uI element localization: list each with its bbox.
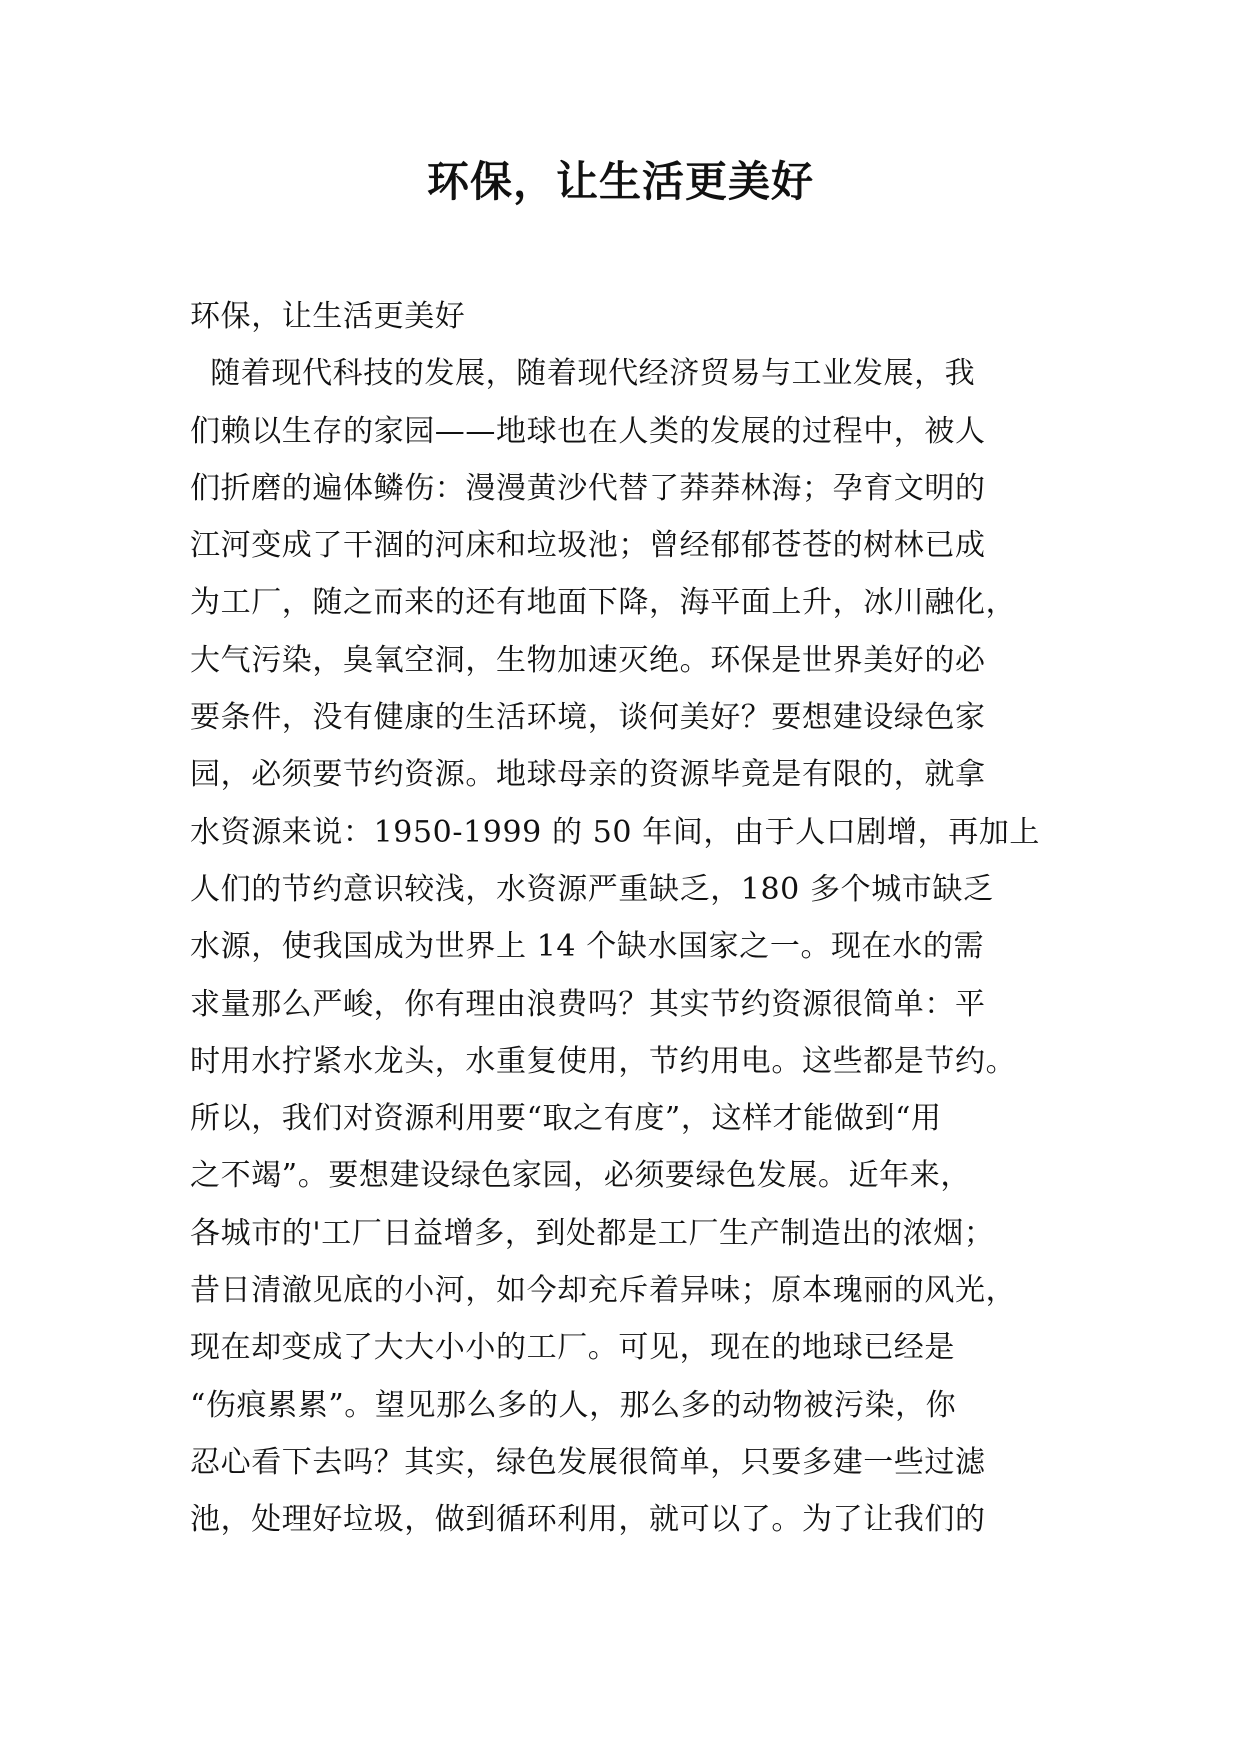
body-line: 水源，使我国成为世界上 14 个缺水国家之一。现在水的需 bbox=[190, 929, 985, 965]
body-line: 各城市的'工厂日益增多，到处都是工厂生产制造出的浓烟； bbox=[190, 1215, 995, 1251]
article-body bbox=[190, 288, 1060, 1549]
body-line: 园，必须要节约资源。地球母亲的资源毕竟是有限的，就拿 bbox=[190, 757, 986, 793]
body-line: 要条件，没有健康的生活环境，谈何美好？要想建设绿色家 bbox=[190, 700, 986, 736]
body-line: 时用水拧紧水龙头，水重复使用，节约用电。这些都是节约。 bbox=[190, 1043, 1017, 1079]
body-line: 昔日清澈见底的小河，如今却充斥着异味；原本瑰丽的风光， bbox=[190, 1273, 1017, 1309]
body-line: 江河变成了干涸的河床和垃圾池；曾经郁郁苍苍的树林已成 bbox=[190, 528, 986, 564]
body-line: 求量那么严峻，你有理由浪费吗？其实节约资源很简单：平 bbox=[190, 986, 986, 1022]
body-line: “伤痕累累”。望见那么多的人，那么多的动物被污染，你 bbox=[190, 1387, 957, 1423]
body-line: 人们的节约意识较浅，水资源严重缺乏，180 多个城市缺乏 bbox=[190, 871, 994, 907]
body-line: 们赖以生存的家园——地球也在人类的发展的过程中，被人 bbox=[190, 413, 986, 449]
body-line: 忍心看下去吗？其实，绿色发展很简单，只要多建一些过滤 bbox=[190, 1444, 986, 1480]
body-line: 们折磨的遍体鳞伤：漫漫黄沙代替了莽莽林海；孕育文明的 bbox=[190, 470, 986, 506]
body-line: 环保，让生活更美好 bbox=[190, 299, 466, 334]
body-line: 随着现代科技的发展，随着现代经济贸易与工业发展，我 bbox=[190, 356, 976, 392]
body-line: 水资源来说：1950-1999 的 50 年间，由于人口剧增，再加上 bbox=[190, 814, 1041, 850]
body-line: 之不竭”。要想建设绿色家园，必须要绿色发展。近年来， bbox=[190, 1158, 971, 1194]
body-line: 大气污染，臭氧空洞，生物加速灭绝。环保是世界美好的必 bbox=[190, 642, 986, 678]
body-line: 现在却变成了大大小小的工厂。可见，现在的地球已经是 bbox=[190, 1330, 955, 1366]
body-line: 所以，我们对资源利用要“取之有度”，这样才能做到“用 bbox=[190, 1101, 942, 1137]
body-line: 池，处理好垃圾，做到循环利用，就可以了。为了让我们的 bbox=[190, 1502, 986, 1538]
page-title: 环保，让生活更美好 bbox=[426, 157, 814, 206]
body-line: 为工厂，随之而来的还有地面下降，海平面上升，冰川融化， bbox=[190, 585, 1017, 621]
